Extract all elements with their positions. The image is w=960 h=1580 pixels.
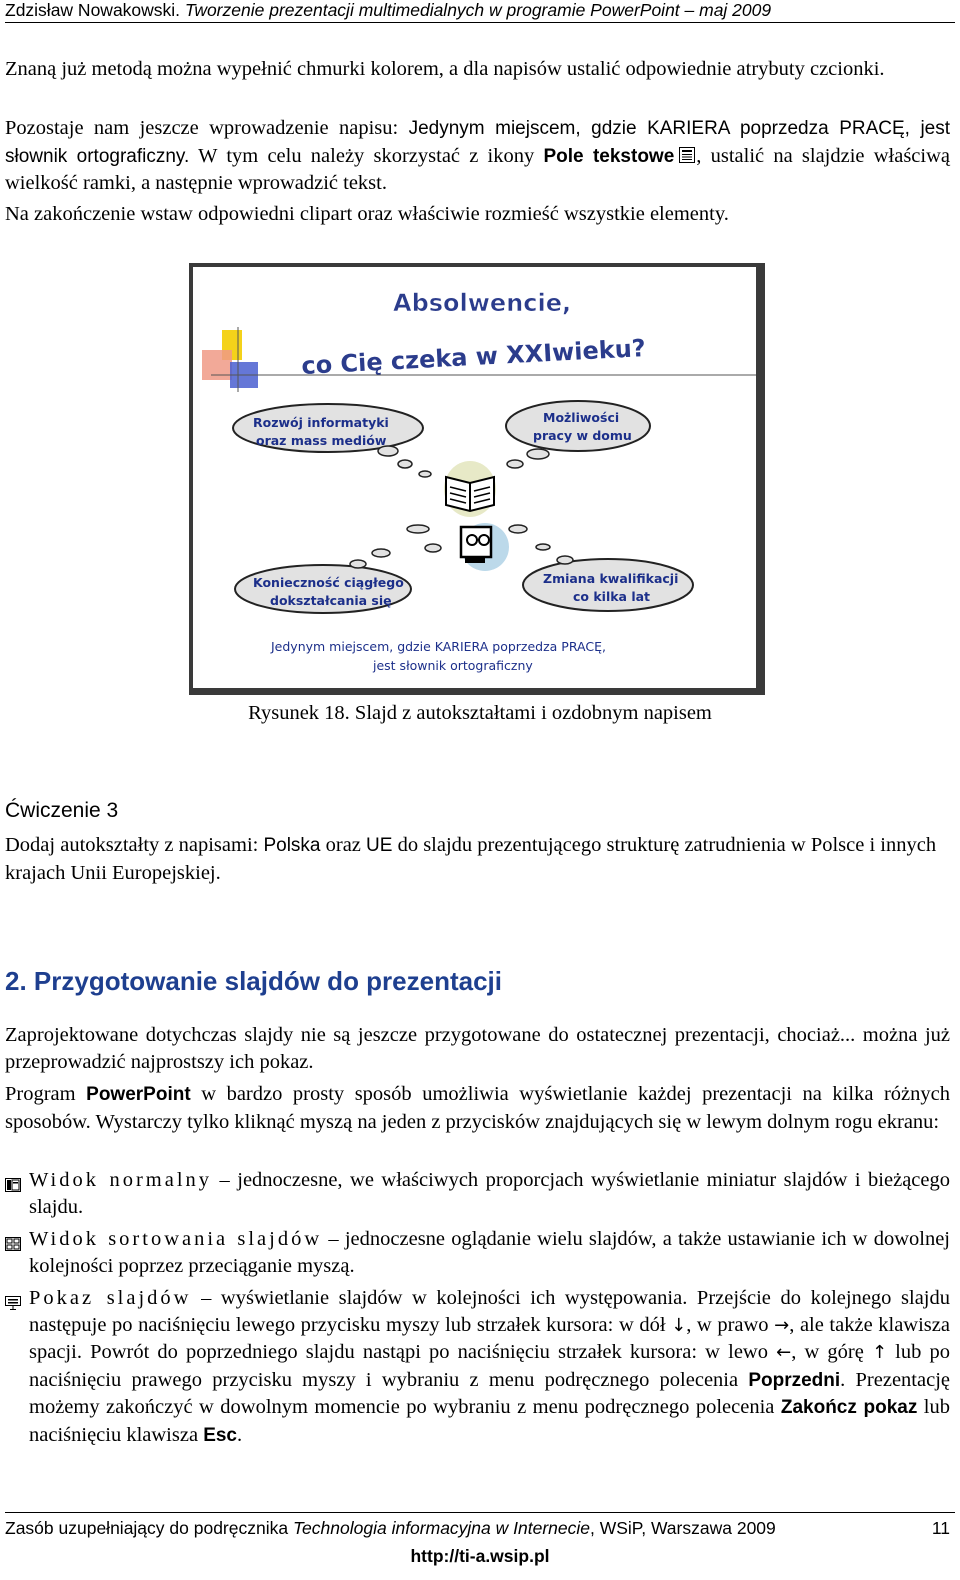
- exercise-heading: Ćwiczenie 3: [5, 799, 119, 822]
- intro-p2-text-b: W tym celu należy skorzystać z ikony: [189, 144, 544, 167]
- slide-title-line-2: co Cię czeka w XXIwieku?: [300, 334, 647, 381]
- intro-p1-text: Znaną już metodą można wypełnić chmurki kolorem, a dla napisów ustalić odpowiednie atrybuty czcionki.: [5, 58, 885, 80]
- figure-caption: Rysunek 18. Slajd z autokształtami i ozdobnym napisem: [248, 702, 712, 724]
- cloud2-line-1: Możliwości: [543, 410, 620, 425]
- slide-show-desc-f: . Prezentację możemy zakończyć w dowolnym momencie po wybraniu z menu podręcznego polecenia: [29, 1368, 950, 1418]
- header-rule: [5, 22, 955, 23]
- exercise-word-2: UE: [366, 835, 393, 856]
- exercise-text-b: oraz: [320, 834, 367, 856]
- intro-paragraph-1: [5, 56, 950, 83]
- exercise-text-a: Dodaj autokształty z napisami:: [5, 834, 264, 856]
- list-item-slide-sorter: [5, 1226, 950, 1279]
- footer-text-a: Zasób uzupełniający do podręcznika: [5, 1518, 293, 1538]
- footer-book-title: Technologia informacyjna w Internecie: [292, 1518, 590, 1538]
- intro-paragraph-3: [5, 201, 950, 228]
- slide-sorter-name: Widok sortowania slajdów: [29, 1228, 323, 1250]
- arrow-right-icon: →: [774, 1314, 790, 1336]
- section-p2-text-a: Program: [5, 1083, 87, 1105]
- slide-figure: [193, 267, 756, 688]
- thought-cloud-2: [506, 401, 650, 468]
- slide-sorter-text: [29, 1226, 950, 1279]
- slide-show-text: [29, 1285, 950, 1449]
- section-paragraph-2: [5, 1081, 950, 1135]
- book-clipart-icon: [444, 461, 496, 517]
- slide-show-icon: [5, 1291, 21, 1305]
- intro-p2-text-c: , ustalić na slajdzie właściwą wielkość ramki, a następnie wprowadzić tekst.: [5, 144, 951, 194]
- slide-canvas: [193, 267, 756, 688]
- key-esc: Esc: [203, 1424, 237, 1446]
- section-heading: 2. Przygotowanie slajdów do prezentacji: [5, 966, 502, 996]
- arrow-up-icon: ↑: [871, 1342, 888, 1363]
- cloud1-line-2: oraz mass mediów: [256, 433, 387, 448]
- text-box-label: Pole tekstowe: [543, 145, 675, 167]
- intro-paragraph-2: [5, 115, 950, 197]
- normal-view-desc: – jednoczesne, we właściwych proporcjach wyświetlanie miniatur slajdów i bieżącego slajdu.: [29, 1169, 950, 1218]
- list-item-normal-view: [5, 1167, 950, 1220]
- command-end-show: Zakończ pokaz: [780, 1397, 918, 1418]
- slide-quote-line-2: jest słownik ortograficzny: [373, 658, 533, 673]
- slide-title-line-1: Absolwencie,: [393, 289, 572, 317]
- slide-quote-line-1: Jedynym miejscem, gdzie KARIERA poprzedza PRACĘ,: [271, 639, 606, 654]
- slide-show-desc-d: , w górę: [791, 1341, 872, 1363]
- page-footer: [5, 1516, 955, 1540]
- arrow-down-icon: ↓: [671, 1314, 687, 1336]
- list-item-slide-show: [5, 1285, 950, 1449]
- arrow-left-icon: ←: [776, 1342, 792, 1363]
- section-p2-text-b: w bardzo prosty sposób umożliwia wyświetlanie każdej prezentacji na kilka różnych sposobów. Wystarczy tylko kliknąć myszą na jeden z przycisków znajdujących się w lewym dolnym rogu ekranu:: [5, 1083, 950, 1133]
- exercise-text-c: do slajdu prezentującego strukturę zatrudnienia w Polsce i innych krajach Unii Europejskiej.: [5, 834, 937, 884]
- command-previous: Poprzedni: [748, 1369, 841, 1391]
- footer-rule: [5, 1512, 955, 1513]
- cloud1-line-1: Rozwój informatyki: [253, 415, 389, 430]
- slide-show-name: Pokaz slajdów: [29, 1287, 192, 1309]
- normal-view-name: Widok normalny: [29, 1169, 213, 1191]
- thought-cloud-1: [233, 404, 431, 477]
- cloud3-line-2: dokształcania się: [270, 593, 392, 608]
- section-p2-app-name: PowerPoint: [86, 1084, 191, 1105]
- slide-show-desc-e: lub po naciśnięciu prawego przycisku myszy i wybraniu z menu podręcznego polecenia: [29, 1341, 950, 1391]
- cloud4-line-1: Zmiana kwalifikacji: [543, 571, 679, 586]
- running-header: [5, 0, 955, 21]
- slide-show-desc-b: , w prawo: [686, 1313, 775, 1336]
- computer-clipart-icon: [461, 523, 509, 571]
- intro-p2-quote: Jedynym miejscem, gdzie KARIERA poprzedza PRACĘ, jest słownik ortograficzny.: [5, 118, 951, 167]
- normal-view-text: [29, 1167, 950, 1220]
- exercise-word-1: Polska: [263, 835, 321, 856]
- cloud4-line-2: co kilka lat: [573, 589, 651, 604]
- thought-cloud-4: [523, 556, 693, 611]
- cloud2-line-2: pracy w domu: [533, 428, 632, 443]
- slide-sorter-desc: – jednoczesne oglądanie wielu slajdów, a także ustawianie ich w dowolnej kolejności poprzez przeciąganie myszą.: [29, 1228, 950, 1277]
- slide-show-desc-g: lub naciśnięciu klawisza: [29, 1396, 950, 1446]
- thought-cloud-3: [235, 560, 411, 613]
- header-title: Tworzenie prezentacji multimedialnych w programie PowerPoint – maj 2009: [184, 0, 772, 20]
- section-paragraph-1: [5, 1022, 950, 1075]
- slide-sorter-icon: [5, 1232, 21, 1246]
- slide-show-desc-a: – wyświetlanie slajdów w kolejności ich występowania. Przejście do kolejnego slajdu następuje po naciśnięciu lewego przycisku myszy lub strzałek kursora: w dół: [29, 1287, 950, 1336]
- intro-p2-text-a: Pozostaje nam jeszcze wprowadzenie napisu:: [5, 117, 409, 139]
- exercise-text: [5, 832, 950, 886]
- slide-show-desc-h: .: [237, 1423, 243, 1446]
- header-author: Zdzisław Nowakowski.: [5, 0, 181, 20]
- section-p1-text: Zaprojektowane dotychczas slajdy nie są jeszcze przygotowane do ostatecznej prezentacji, chociaż... można już przeprowadzić najprostszy ich pokaz.: [5, 1024, 950, 1073]
- text-box-icon: [678, 145, 696, 163]
- slide-show-desc-c: , ale także klawisza spacji. Powrót do poprzedniego slajdu nastąpi po naciśnięciu strzałek kursora: w lewo: [29, 1313, 950, 1363]
- normal-view-icon: [5, 1173, 21, 1187]
- footer-url[interactable]: http://ti-a.wsip.pl: [410, 1546, 550, 1566]
- intro-p3-text: Na zakończenie wstaw odpowiedni clipart oraz właściwie rozmieść wszystkie elementy.: [5, 203, 729, 225]
- cloud3-line-1: Konieczność ciągłego: [253, 575, 404, 590]
- page-number: 11: [931, 1518, 950, 1538]
- footer-text-b: , WSiP, Warszawa 2009: [590, 1518, 776, 1538]
